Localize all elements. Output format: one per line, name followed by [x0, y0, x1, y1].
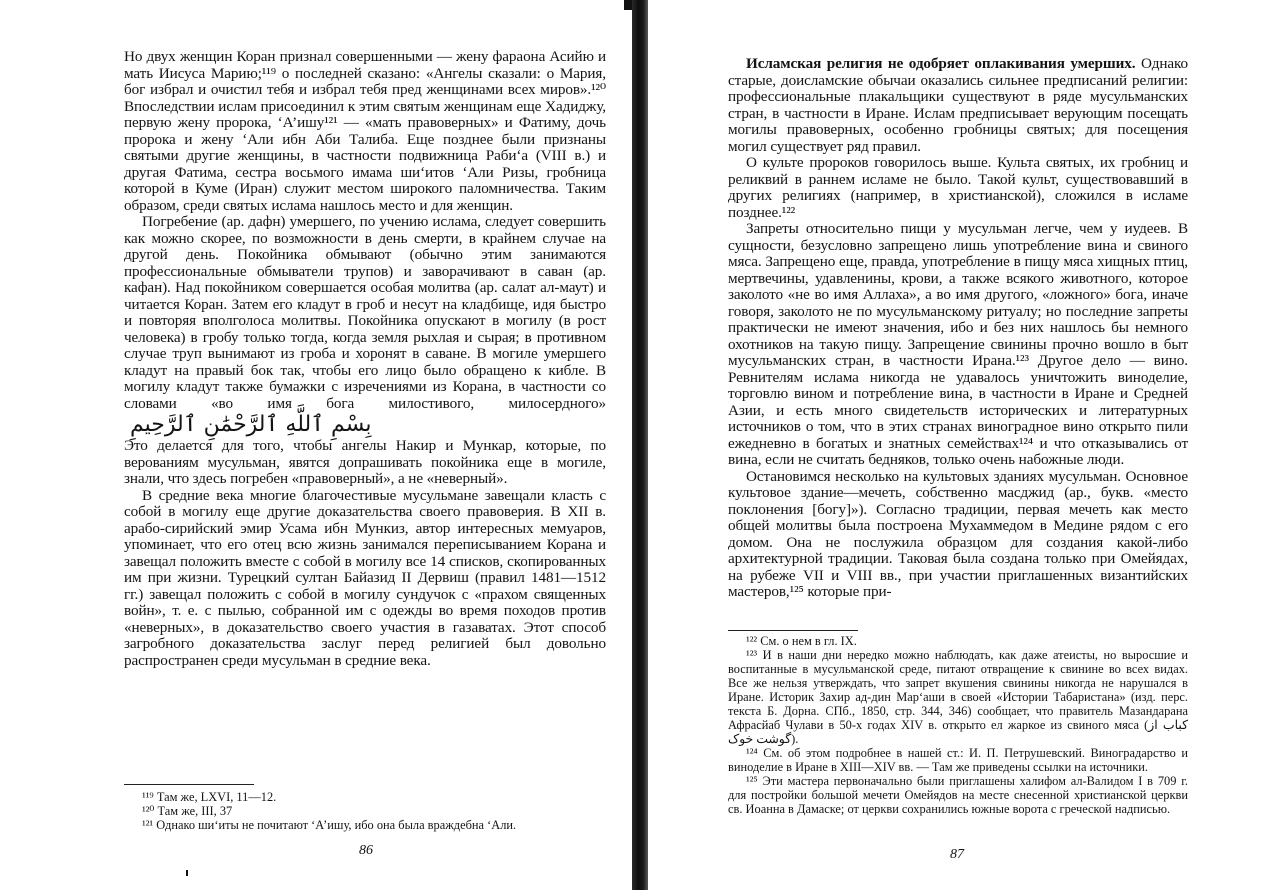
right-paragraph-1: Исламская религия не одобряет оплакивания умерших. Однако старые, доисламские обычаи оказались сильнее предписаний религии: профессиональные плакальщики существуют в ряде мусульманских стран, в частности в Иране. Ислам предписывает верующим посещать могилы правоверных, особенно гробницы святых; для посещения могил существует ряд правил. — [728, 55, 1188, 155]
left-paragraph-4: В средние века многие благочестивые мусульмане завещали класть с собой в могилу еще другие доказательства своего правоверия. В XII в. арабо-сирийский эмир Усама ибн Мункиз, автор интересных мемуаров, упоминает, что его отец всю жизнь занимался переписыванием Корана и завещал положить вместе с собой в могилу все 14 списков, скопированных им при жизни. Турецкий султан Байазид II Дервиш (правил 1481—1512 гг.) завещал положить с собой в могилу сундучок с «прахом священных войн», т. е. с пылью, собранной им с одежды во время походов против «неверных», в доказательство своего участия в газаватах. Этот способ загробного доказательства заслуг перед религией был довольно распространен среди мусульман в средние века. — [124, 486, 606, 669]
footnote-120: ¹²⁰ Там же, III, 37 — [142, 804, 233, 818]
gutter-shadow-notch — [624, 0, 632, 10]
left-footnote-rule — [124, 784, 254, 785]
left-paragraph-2-text: Погребение (ар. дафн) умершего, по учению ислама, следует совершить как можно скорее, по возможности в день смерти, в крайнем случае на другой день. Покойника обмывают (обычно этим занимаются профессиональные обмыватели трупов) и заворачивают в саван (ар. кафан). Над покойником совершается особая молитва (ар. салат ал-маут) и читается Коран. Затем его кладут в гроб и несут на кладбище, идя быстро и повторяя вполголоса молитвы. Покойника опускают в могилу (в рост человека) в гробу только тогда, когда земля рыхлая и сырая; в противном случае труп вынимают из гроба и хоронят в саване. В могиле умершего кладут на правый бок так, чтобы его лицо было обращено к кибле. В могилу кладут также бумажки с изречениями из Корана, в частности со словами «во имя бога милостивого, милосердного» — [124, 213, 606, 412]
left-paragraph-1: Но двух женщин Коран признал совершенными — жену фараона Асийю и мать Иисуса Марию;¹¹⁹ о последней сказано: «Ангелы сказали: о Мария, бог избрал и очистил тебя и избрал тебя пред женщинами всех миров».¹²⁰ Впоследствии ислам присоединил к этим святым женщинам еще Хадиджу, первую жену пророка, ʻА’ишу¹²¹ — «мать правоверных» и Фатиму, дочь пророка и жену ʻАли ибн Аби Талиба. Еще позднее были признаны святыми другие женщины, в частности подвижница Рабиʻа (VIII в.) и другая Фатима, сестра восьмого имама шиʻитов ʻАли Ризы, гробница которой в Куме (Иран) служит местом широкого паломничества. Таким образом, среди святых ислама нашлось место и для женщин. — [124, 48, 606, 214]
footnote-123: ¹²³ И в наши дни нередко можно наблюдать, как даже атеисты, но выросшие и воспитанные в мусульманской среде, питают отвращение к свинине во всех видах. Все же нельзя утверждать, что запрет вкушения свинины никогда не нарушался в Иране. Историк Захир ад-дин Марʻаши в своей «Истории Табаристана» (изд. перс. текста Б. Дорна. СПб., 1850, стр. 344, 346) сообщает, что правитель Мазандарана Афрасйаб Чулави в 50-х годах XIV в. открыто ел жаркое из свиного мяса (کباب از گوشت خوک). — [728, 648, 1188, 746]
footnote-124: ¹²⁴ См. об этом подробнее в нашей ст.: И. П. Петрушевский. Виноградарство и виноделие в Иране в XIII—XIV вв. — Там же приведены ссылки на источники. — [728, 746, 1188, 774]
right-footnotes — [728, 634, 1188, 816]
right-paragraph-3: Запреты относительно пищи у мусульман легче, чем у иудеев. В сущности, безусловно запрещено лишь употребление вина и свиного мяса. Запрещено еще, правда, употребление в пищу мяса хищных птиц, мертвечины, удавленины, крови, а также всякого животного, которое заколото «не во имя Аллаха», а во имя другого, «ложного» бога, иначе говоря, заколото не по мусульманскому ритуалу; но последние запреты практически не имеют значения, ибо и без них нашлось бы немного охотников на такую пищу. Запрещение свинины прочно вошло в быт мусульманских стран, в частности Ирана.¹²³ Другое дело — вино. Ревнителям ислама никогда не удавалось уничтожить виноделие, торговлю вином и потребление вина, в частности в Иране и Средней Азии, и есть много свидетельств исторических и литературных источников о том, что в этих странах виноградное вино открыто пили ежедневно в богатых и знатных семействах¹²⁴ и что отказывались от вина, если не считать бедняков, только очень набожные люди. — [728, 220, 1188, 468]
left-footnotes — [124, 790, 606, 832]
right-paragraph-2: О культе пророков говорилось выше. Культа святых, их гробниц и реликвий в раннем исламе не было. Такой культ, существовавший в других религиях (например, в христианской), сложился в исламе позднее.¹²² — [728, 154, 1188, 221]
left-paragraph-3: Это делается для того, чтобы ангелы Накир и Мункар, которые, по верованиям мусульман, явятся допрашивать покойника еще в могиле, знали, что здесь погребен «правоверный», а не «неверный». — [124, 437, 606, 487]
right-page-number: 87 — [950, 847, 964, 862]
footnote-119: ¹¹⁹ Там же, LXVI, 11—12. — [142, 790, 277, 804]
scan-speck — [186, 870, 188, 876]
right-page-body — [728, 56, 1188, 601]
basmala-arabic: بِسْمِ ٱللَّهِ ٱلرَّحْمَٰنِ ٱلرَّحِيمِ — [130, 412, 372, 437]
footnote-125: ¹²⁵ Эти мастера первоначально были приглашены халифом ал-Валидом I в 709 г. для постройки большой мечети Омейядов на месте снесенной христианской церкви св. Иоанна в Дамаске; от церкви сохранились южные ворота с греческой надписью. — [728, 774, 1188, 816]
left-page-body — [124, 49, 606, 669]
left-paragraph-2 — [124, 214, 606, 438]
right-paragraph-4: Остановимся несколько на культовых зданиях мусульман. Основное культовое здание—мечеть, собственно масджид (ар., букв. «место поклонения [богу]»). Согласно традиции, первая мечеть как место общей молитвы была построена Мухаммедом в Медине рядом с его домом. Она не послужила образцом для создания какой-либо архитектурной традиции. Таковая была создана только при Омейядах, на рубеже VII и VIII вв., при участии приглашенных византийских мастеров,¹²⁵ которые при- — [728, 467, 1188, 600]
footnote-121: ¹²¹ Однако шиʻиты не почитают ʻА’ишу, ибо она была враждебна ʻАли. — [142, 818, 517, 832]
left-page — [0, 0, 632, 890]
book-gutter — [632, 0, 648, 890]
right-footnote-rule — [728, 630, 858, 631]
right-paragraph-1-lead: Исламская религия не одобряет оплакивания умерших. — [746, 55, 1136, 72]
left-page-number: 86 — [359, 843, 373, 858]
right-page — [648, 0, 1265, 890]
footnote-122: ¹²² См. о нем в гл. IX. — [746, 634, 857, 648]
